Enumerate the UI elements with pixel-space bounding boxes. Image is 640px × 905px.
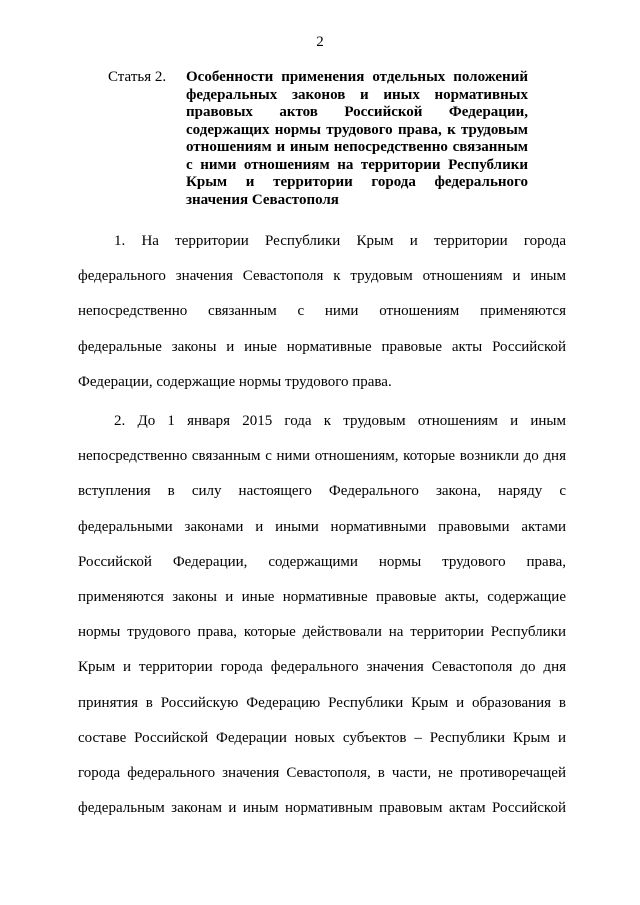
page-number: 2 bbox=[316, 34, 324, 50]
paragraph-1: 1. На территории Республики Крым и территории города федерального значения Севастополя к трудовым отношениям и иным непосредственно связанным с ними отношениям применяются федеральные законы и иные нормативные правовые акты Российской Федерации, содержащие нормы трудового права. bbox=[78, 233, 566, 390]
article-title: Особенности применения отдельных положений федеральных законов и иных нормативных правовых актов Российской Федерации, содержащих нормы трудового права, к трудовым отношениям и иным непосредственно связанным с ними отношениям на территории Республики Крым и территории города федерального значения Севастополя bbox=[186, 69, 528, 208]
paragraph-2: 2. До 1 января 2015 года к трудовым отношениям и иным непосредственно связанным с ними отношениям, которые возникли до дня вступления в силу настоящего Федерального закона, наряду с федеральными законами и иными нормативными правовыми актами Российской Федерации, содержащими нормы трудового права, применяются законы и иные нормативные правовые акты, содержащие нормы трудового права, которые действовали на территории Республики Крым и территории города федерального значения Севастополя до дня принятия в Российскую Федерацию Республики Крым и образования в составе Российской Федерации новых субъектов – Республики Крым и города федерального значения Севастополя, в части, не противоречащей федеральным законам и иным нормативным правовым актам Российской bbox=[78, 413, 566, 817]
article-label: Статья 2. bbox=[108, 69, 167, 85]
article-body bbox=[78, 224, 566, 826]
